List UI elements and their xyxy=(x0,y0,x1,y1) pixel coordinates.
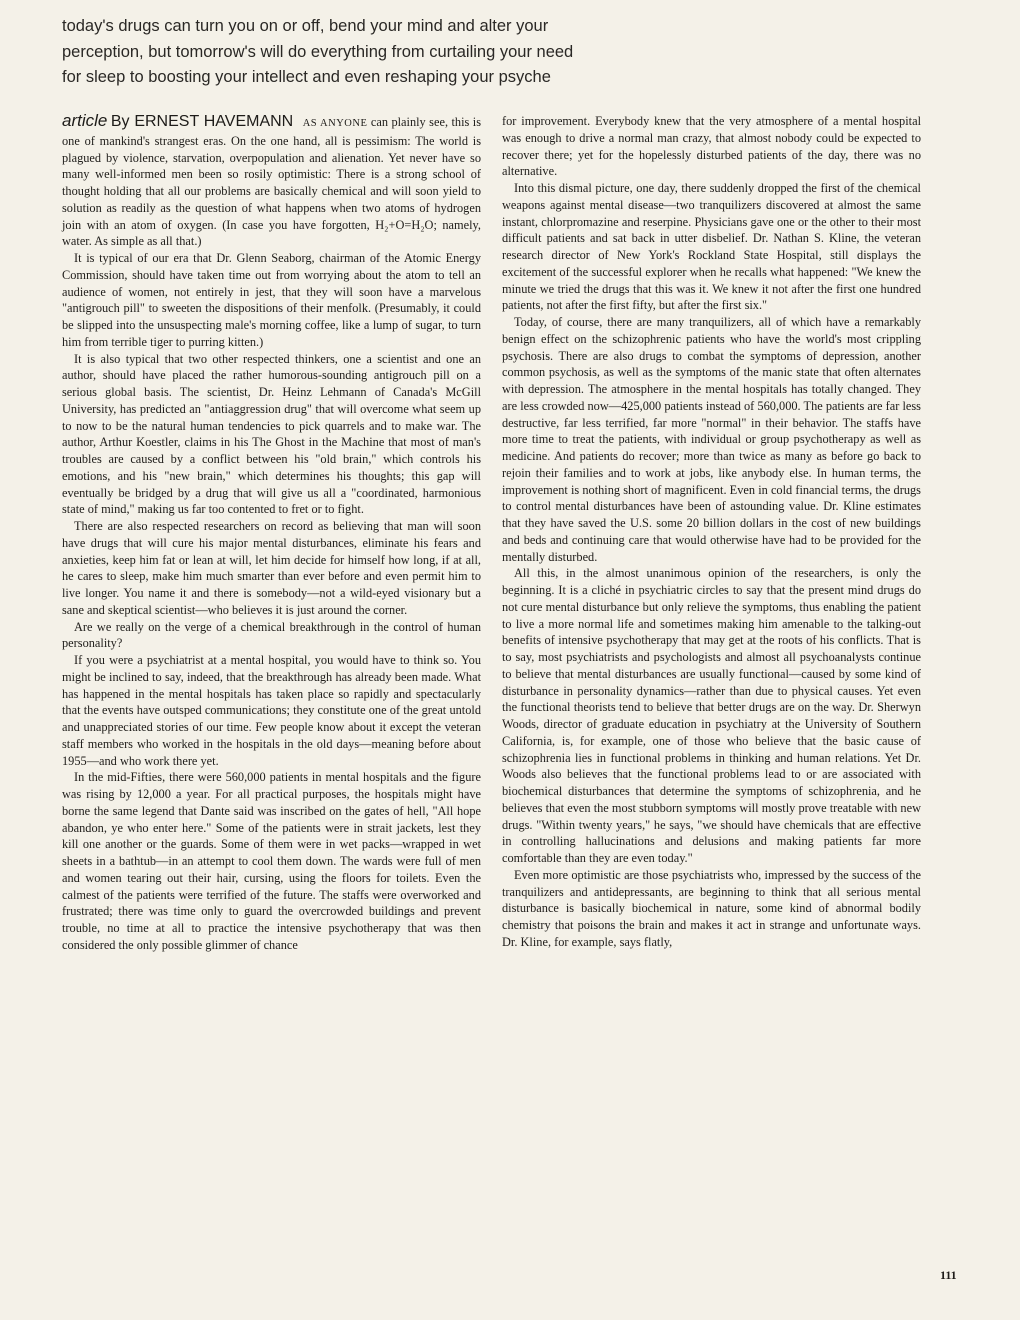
opening-paragraph xyxy=(62,113,481,250)
paragraph: for improvement. Everybody knew that the very atmosphere of a mental hospital was enough to drive a normal man crazy, that almost nobody could be expected to recover there; yet for the hopelessly disturbed patients of the day, there was no alternative. xyxy=(502,114,921,179)
paragraph: It is typical of our era that Dr. Glenn Seaborg, chairman of the Atomic Energy Commission, should have taken time out from worrying about the atom to tell an audience of women, not entirely in jest, that they will soon have a marvelous "antigrouch pill" to sweeten the dispositions of their menfolk. (Presumably, it could be slipped into the unsuspecting male's morning coffee, like a lump of sugar, to turn him from terrible tiger to purring kitten.) xyxy=(62,251,481,349)
paragraph: There are also respected researchers on record as believing that man will soon have drugs that will cure his major mental disturbances, eliminate his fears and anxieties, keep him fat or lean at will, let him decide for himself how long, if at all, he cares to sleep, make him much smarter than ever before and even permit him to live longer. You name it and there is somebody—not a wild-eyed visionary but a sane and skeptical scientist—who believes it is just around the corner. xyxy=(62,519,481,617)
paragraph: In the mid-Fifties, there were 560,000 patients in mental hospitals and the figure was rising by 12,000 a year. For all practical purposes, the hospitals might have borne the same legend that Dante said was inscribed on the gates of hell, "All hope abandon, ye who enter here." Some of the patients were in strait jackets, lest they kill one another or the guards. Some of them were in wet packs—wrapped in wet sheets in a bathtub—in an attempt to cool them down. The wards were full of men and women tearing out their hair, cursing, using the floors for toilets. Even the calmest of the patients were terrified of the future. The staffs were overworked and frustrated; there was time only to guard the overcrowded buildings and prevent trouble, no time at all to practice the intensive psychotherapy that was then considered the only possible glimmer of chance xyxy=(62,770,481,952)
text-column-right xyxy=(502,113,921,951)
author-byline: By ERNEST HAVEMANN xyxy=(110,113,294,130)
deck-line: today's drugs can turn you on or off, bend your mind and alter your xyxy=(62,17,549,35)
paragraph: All this, in the almost unanimous opinion of the researchers, is only the beginning. It is a cliché in psychiatric circles to say that the present mind drugs do not cure mental disturbance but only relieve the symptoms, thus enabling the patient to live a more normal life and sometimes making him amenable to the talking-out benefits of intensive psychotherapy that may get at the roots of his conflicts. That is to say, most psychiatrists and psychologists and almost all psychoanalysts continue to believe that mental disturbances are usually functional—caused by some kind of disturbance in personality dynamics—rather than due to physical causes. Yet even the functional theorists tend to believe that better drugs are on the way. Dr. Sherwyn Woods, director of graduate education in psychiatry at the University of Southern California, is, for example, one of those who believe that the basic cause of schizophrenia lies in functional problems in thinking and human relations. Yet Dr. Woods also believes that the functional problems lead to or are associated with biochemical disturbances that determine the symptoms of schizophrenia, and he believes that even the most stubborn symptoms will mostly prove treatable with new drugs. "Within twenty years," he says, "we should have chemicals that are effective in controlling hallucinations and delusions and making patients far more comfortable than they are even today." xyxy=(502,566,921,865)
lead-in: AS ANYONE xyxy=(302,118,368,129)
text-column-left xyxy=(62,113,481,954)
paragraph: Today, of course, there are many tranquilizers, all of which have a remarkably benign effect on the schizophrenic patients who have the world's most crippling psychosis. There are also drugs to combat the symptoms of depression, another common psychosis, as well as the symptoms of the manic state that often alternates with depression. The atmosphere in the mental hospitals has totally changed. They are less crowded now—425,000 patients instead of 560,000. The patients are far less destructive, far less terrified, far more "normal" in their behavior. The staffs have more time to treat the patients, with individual or group psychotherapy as well as medicine. And patients do recover; more than twice as many as before go back to rejoin their families and to work at jobs, like anybody else. In human terms, the improvement is nothing short of magnificent. Even in cold financial terms, the drugs to control mental disturbances have been of astounding value. Dr. Kline estimates that they have saved the U.S. some 20 billion dollars in the cost of new buildings and beds and continuing care that would otherwise have had to be provided for the mentally disturbed. xyxy=(502,315,921,564)
page-number: 111 xyxy=(940,1268,957,1282)
section-kicker: article xyxy=(62,111,108,130)
paragraph-text: can plainly see, this is one of mankind's strangest eras. On the one hand, all is pessimism: The world is plagued by violence, starvation, overpopulation and alienation. Yet never have so many well-informed men been so rosily optimistic: There is a strong school of thought holding that all our problems are basically chemical and will soon yield to solution as readily as the question of what happens when two atoms of hydrogen join with an atom of oxygen. (In case you have forgotten, H₂+O=H₂O; namely, water. As simple as all that.) xyxy=(62,115,482,249)
paragraph: If you were a psychiatrist at a mental hospital, you would have to think so. You might be inclined to say, indeed, that the breakthrough has already been made. What has happened in the mental hospitals has taken place so rapidly and spectacularly that the events have outsped communications; they constitute one of the great untold and unappreciated stories of our time. Few people know about it except the veteran staff members who worked in the hospitals in the old days—meaning before about 1955—and who work there yet. xyxy=(62,653,481,768)
paragraph: It is also typical that two other respected thinkers, one a scientist and one an author, should have placed the rather humorous-sounding antigrouch pill on a serious global basis. The scientist, Dr. Heinz Lehmann of Canada's McGill University, has predicted an "antiaggression drug" that will overcome what seem up to now to be the natural human tendencies to pick quarrels and to make war. The author, Arthur Koestler, claims in his The Ghost in the Machine that most of man's troubles are caused by a conflict between his "old brain," which controls his emotions, and his "new brain," which determines his thoughts; this gap will eventually be bridged by a drug that will give us all a "coordinated, harmonious state of mind," making us far too contented to fret or to fight. xyxy=(62,351,481,517)
paragraph: Are we really on the verge of a chemical breakthrough in the control of human personality? xyxy=(62,619,481,651)
deck-line: for sleep to boosting your intellect and even reshaping your psyche xyxy=(62,68,551,86)
paragraph: Even more optimistic are those psychiatrists who, impressed by the success of the tranquilizers and antidepressants, are beginning to think that all serious mental disturbance is basically biochemical in nature, some kind of abnormal bodily chemistry that poisons the brain and makes it act in strange and unfortunate ways. Dr. Kline, for example, says flatly, xyxy=(502,867,921,949)
article-deck xyxy=(62,14,702,91)
deck-line: perception, but tomorrow's will do everything from curtailing your need xyxy=(62,42,574,61)
paragraph: Into this dismal picture, one day, there suddenly dropped the first of the chemical weapons against mental disease—two tranquilizers discovered at almost the same instant, chlorpromazine and reserpine. Physicians gave one or the other to their most difficult patients and sat back in utter disbelief. Dr. Nathan S. Kline, the veteran research director of New York's Rockland State Hospital, still displays the excitement of the successful explorer when he recalls what happened: "We knew the minute we tried the drugs that this was it. We knew it not after the first one hundred patients, not after the first fifty, but after the first six." xyxy=(502,181,921,313)
